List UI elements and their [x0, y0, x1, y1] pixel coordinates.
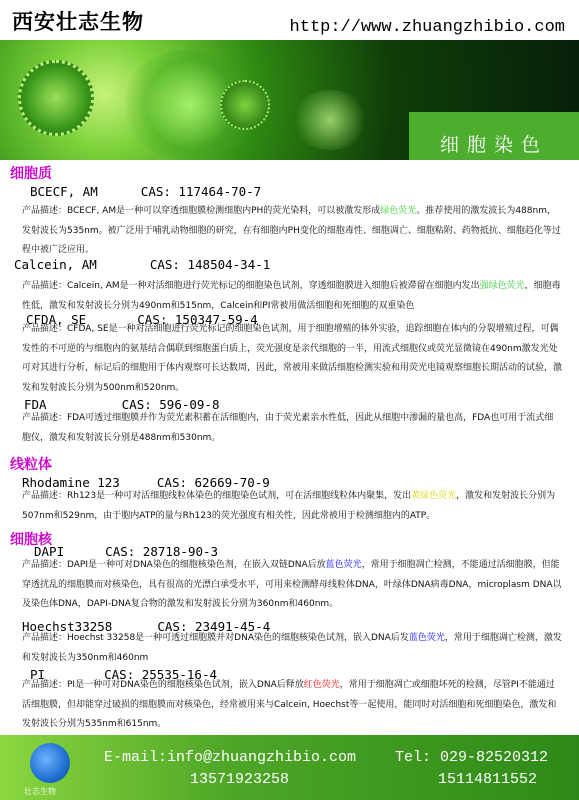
desc-text: ，常用于细胞凋亡检测，不能通过活细胞膜，但能穿透扰乱的细胞膜而对核染色，具有很高的光漂白承受水平，可用来检测酵母线粒体DNA，叶绿体DNA病毒DNA，microplasm DNA以及染色体DNA，DAPI-DNA复合物的激发和发射波长分别为360nm和460nm。: [22, 560, 562, 609]
product-cas: CAS: 25535-16-4: [104, 667, 218, 682]
desc-highlight: 红色荧光: [303, 680, 340, 690]
desc-text: 产品描述：CFDA, SE是一种对活细胞进行荧光标记的细胞染色试剂，用于细胞增殖的体外实验，追踪细胞在体内的分裂增殖过程，可偶发性的不可逆的与细胞内的氨基结合偶联到细胞蛋白质上，荧光强度是亲代细胞的一半，用流式细胞仪或荧光显微镜在490nm激发光处可对其进行分析，标记后的细胞用于体内观察可长达数周，因此，常被用来做活细胞检测实验和用荧光电镜观察细胞长期活动的试验，激发和发射波长分别为500nm和520nm。: [22, 324, 563, 393]
header-url[interactable]: http://www.zhuangzhibio.com: [289, 18, 565, 37]
desc-text: 产品描述：BCECF, AM是一种可以穿透细胞膜检测细胞内PH的荧光染料，可以被激发形成: [22, 206, 381, 216]
desc-text: 产品描述：Rh123是一种可对活细胞线粒体染色的细胞染色试剂，可在活细胞线粒体内聚集，发出: [22, 491, 412, 501]
footer-mobile: 13571923258: [190, 771, 290, 788]
section-title-nucleus: 细胞核: [10, 532, 52, 548]
product-cas: CAS: 117464-70-7: [140, 184, 262, 199]
desc-text: 产品描述：DAPI是一种可对DNA染色的细胞核染色剂，在嵌入双链DNA后放: [22, 560, 326, 570]
product-name: Calcein, AM: [14, 257, 97, 272]
product-description: [22, 409, 562, 448]
desc-highlight: 蓝色荧光: [408, 633, 445, 643]
product-description: [22, 487, 562, 526]
product-cas: CAS: 148504-34-1: [149, 257, 271, 272]
desc-text: 产品描述：FDA可透过细胞膜并作为荧光素积蓄在活细胞内，由于荧光素亲水性低，因此从细胞中渗漏的量也高，FDA也可用于流式细胞仪，激发和发射波长分别是488nm和530nm。: [22, 413, 554, 443]
banner-label: 细胞染色: [409, 112, 579, 160]
desc-text: 产品描述：Hoechst 33258是一种可透过细胞膜并对DNA染色的细胞核染色试剂，嵌入DNA后发: [22, 633, 409, 643]
desc-highlight: 强绿色荧光: [479, 281, 525, 291]
product-description: [22, 320, 562, 398]
banner: [0, 40, 579, 160]
product-cas: CAS: 596-09-8: [121, 397, 220, 412]
product-description: [22, 556, 562, 615]
desc-text: 产品描述：Calcein, AM是一种对活细胞进行荧光标记的细胞染色试剂，穿透细胞膜进入细胞后被滞留在细胞内发出: [22, 281, 480, 291]
product-name: Rhodamine 123: [22, 475, 120, 490]
product-name: BCECF, AM: [30, 184, 98, 199]
header-brand: 西安壮志生物: [12, 10, 144, 34]
product-description: [22, 202, 562, 261]
product-name: FDA: [24, 397, 47, 412]
product-cas: CAS: 150347-59-4: [137, 312, 258, 327]
section-title-mitochondria: 线粒体: [10, 457, 52, 473]
desc-highlight: 蓝色荧光: [325, 560, 362, 570]
footer-mobile: 15114811552: [438, 771, 538, 788]
desc-text: ，常用于细胞凋亡检测，激发和发射波长为350nm和460nm: [22, 633, 562, 663]
company-logo-text: 壮志生物: [24, 787, 56, 796]
product-heading: [30, 184, 261, 199]
product-name: DAPI: [34, 544, 65, 559]
desc-text: 产品描述：PI是一种可对DNA染色的细胞核染色试剂，嵌入DNA后释放: [22, 680, 304, 690]
cell-image: [18, 60, 94, 136]
desc-text: ，细胞毒性低，激发和发射波长分别为490nm和515nm，Calcein和PI常被用做活细胞和死细胞的双重染色: [22, 281, 561, 311]
product-cas: CAS: 62669-70-9: [156, 475, 270, 490]
product-name: PI: [30, 667, 46, 682]
footer-tel: Tel: 029-82520312: [395, 749, 549, 766]
content: [0, 160, 579, 735]
desc-text: ，激发和发射波长分别为507nm和529nm，由于胞内ATP的量与Rh123的荧光强度有相关性，因此常被用于检测细胞内的ATP。: [22, 491, 556, 521]
product-description: [22, 676, 562, 735]
product-cas: CAS: 28718-90-3: [105, 544, 219, 559]
desc-highlight: 绿色荧光: [380, 206, 417, 216]
product-name: Hoechst33258: [22, 619, 113, 634]
footer-email[interactable]: E-mail:info@zhuangzhibio.com: [104, 749, 357, 766]
section-title-cytoplasm: 细胞质: [10, 166, 52, 182]
product-name: CFDA, SE: [26, 312, 87, 327]
desc-text: 。推荐使用的激发波长为488nm，发射波长为535nm。被广泛用于哺乳动物细胞的研究，在有细胞内PH变化的细胞毒性、细胞凋亡、细胞粘附、药物抵抗、细胞趋化等过程中被广泛应用。: [22, 206, 561, 255]
desc-highlight: 黄绿色荧光: [411, 491, 457, 501]
product-description: [22, 277, 562, 316]
banner-glow: [290, 90, 370, 150]
footer: [0, 735, 579, 800]
product-cas: CAS: 23491-45-4: [157, 619, 271, 634]
company-logo: [30, 743, 70, 783]
product-description: [22, 629, 562, 668]
cell-image: [220, 80, 270, 130]
desc-text: ，常用于细胞凋亡或细胞坏死的检测，尽管PI不能通过活细胞膜，但却能穿过破损的细胞膜而对核染色，经常被用来与Calcein, Hoechst等一起使用，能同时对活细胞和死细胞染色，激发和发射波长分别为535nm和615nm。: [22, 680, 557, 729]
product-heading: [14, 257, 270, 272]
